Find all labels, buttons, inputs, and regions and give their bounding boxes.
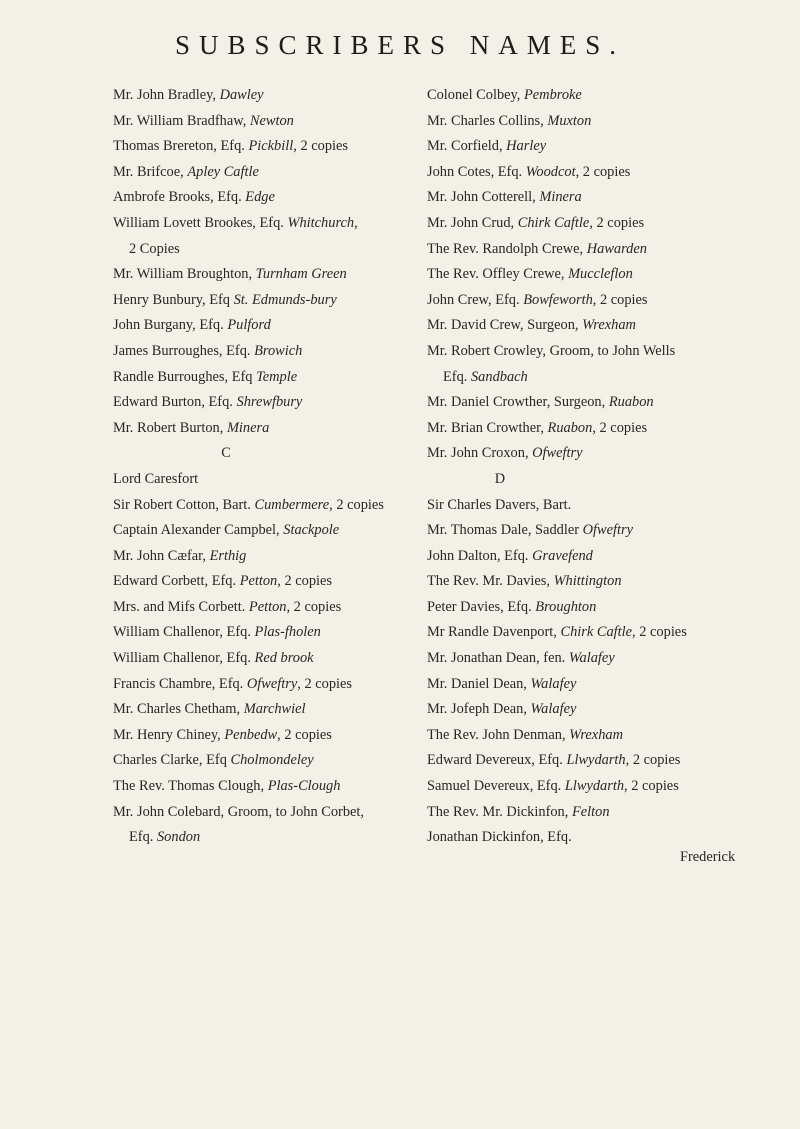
subscriber-place: Pickbill — [248, 138, 294, 155]
subscriber-name: William Lovett Brookes, Efq. — [113, 214, 288, 231]
subscriber-name: Mr. Henry Chiney, — [113, 726, 225, 743]
subscriber-name: Mr. Robert Crowley, Groom, to John Wells — [427, 342, 676, 359]
subscriber-entry — [113, 109, 429, 135]
subscriber-name: Thomas Brereton, Efq. — [113, 138, 249, 155]
subscriber-entry — [113, 467, 429, 493]
subscriber-entry — [427, 390, 772, 416]
subscriber-name: Mr. Jofeph Dean, — [427, 701, 531, 718]
subscriber-suffix: , 2 copies — [575, 163, 631, 180]
subscriber-entry — [427, 83, 772, 109]
subscriber-entry — [427, 109, 772, 135]
subscriber-suffix: , 2 copies — [625, 752, 681, 769]
subscriber-place: Dawley — [219, 87, 264, 103]
left-column — [113, 83, 429, 851]
subscriber-name: John Dalton, Efq. — [427, 547, 533, 564]
subscriber-place: Minera — [226, 419, 270, 436]
subscriber-place: Sondon — [156, 829, 201, 846]
subscriber-name: Efq. — [443, 368, 471, 385]
subscriber-suffix: , 2 copies — [329, 496, 384, 513]
subscriber-entry — [113, 416, 429, 442]
subscriber-entry — [113, 774, 429, 800]
subscriber-entry — [427, 441, 772, 467]
subscriber-name: John Crew, Efq. — [427, 291, 524, 308]
subscriber-place: Edge — [245, 189, 275, 206]
subscriber-place: Wrexham — [569, 726, 623, 743]
subscriber-entry — [113, 723, 429, 749]
subscriber-name: James Burroughes, Efq. — [113, 342, 255, 359]
subscriber-place: Turnham Green — [255, 266, 347, 283]
subscriber-name: Mr. John Cæfar, — [113, 547, 210, 564]
subscriber-entry — [113, 595, 429, 621]
section-letter: D — [494, 470, 506, 487]
subscriber-name: Mr. Charles Chetham, — [113, 701, 244, 718]
subscriber-name: Sir Charles Davers, Bart. — [427, 496, 572, 513]
subscriber-place: Muxton — [547, 112, 592, 129]
subscriber-name: The Rev. Mr. Dickinfon, — [427, 803, 572, 820]
subscriber-entry — [113, 544, 429, 570]
subscriber-name: Lord Caresfort — [113, 470, 199, 487]
subscriber-entry — [113, 339, 429, 365]
subscriber-place: Harley — [506, 138, 547, 155]
subscriber-name: Mr. Brifcoe, — [113, 163, 188, 180]
subscriber-entry — [427, 185, 772, 211]
subscriber-entry — [427, 262, 772, 288]
subscriber-place: Bowfeworth — [523, 291, 593, 308]
subscriber-entry — [113, 825, 429, 851]
subscriber-place: Ofweftry — [582, 522, 633, 539]
subscriber-name: Mr. John Bradley, — [113, 87, 220, 103]
subscriber-name: Efq. — [129, 829, 157, 846]
subscriber-place: St. Edmunds-bury — [233, 291, 337, 308]
subscriber-place: Shrewfbury — [236, 394, 303, 411]
subscriber-name: Edward Corbett, Efq. — [113, 573, 240, 590]
subscriber-place: Cumbermere — [254, 496, 330, 513]
subscriber-entry — [113, 211, 429, 237]
subscriber-entry — [113, 313, 429, 339]
subscriber-entry — [113, 160, 429, 186]
subscriber-name: William Challenor, Efq. — [113, 650, 255, 667]
subscriber-entry — [113, 390, 429, 416]
subscriber-suffix: , 2 copies — [297, 675, 353, 692]
subscriber-name: Mr. Thomas Dale, Saddler — [427, 522, 583, 539]
subscriber-entry — [113, 646, 429, 672]
subscriber-name: Captain Alexander Campbel, — [113, 522, 284, 539]
subscriber-entry — [427, 800, 772, 826]
subscriber-name: Mr. John Cotterell, — [427, 189, 540, 206]
subscriber-name: Mr. Jonathan Dean, fen. — [427, 650, 569, 667]
subscriber-name: The Rev. Thomas Clough, — [113, 778, 268, 795]
subscriber-place: Sandbach — [470, 368, 528, 385]
subscriber-entry — [427, 211, 772, 237]
subscriber-suffix: , 2 copies — [592, 419, 648, 436]
subscriber-name: Mr Randle Davenport, — [427, 624, 561, 641]
subscriber-name: Mr. Daniel Dean, — [427, 675, 531, 692]
subscriber-place: Marchwiel — [243, 701, 306, 718]
subscriber-suffix: , 2 copies — [589, 214, 645, 231]
subscriber-place: Walafey — [530, 701, 577, 718]
subscriber-place: Petton — [239, 573, 278, 590]
subscriber-entry — [427, 697, 772, 723]
subscriber-suffix: , 2 copies — [592, 291, 648, 308]
subscriber-place: Llwydarth — [566, 752, 626, 769]
subscriber-entry — [113, 620, 429, 646]
subscriber-place: Ruabon — [547, 419, 593, 436]
subscriber-place: Wrexham — [582, 317, 636, 334]
subscriber-place: Penbedw — [224, 726, 278, 743]
subscriber-name: Edward Devereux, Efq. — [427, 752, 567, 769]
subscriber-place: Whittington — [553, 573, 622, 590]
subscriber-entry — [427, 569, 772, 595]
subscriber-entry — [427, 365, 772, 391]
subscriber-place: Gravefend — [532, 547, 593, 564]
subscriber-name: Mr. Brian Crowther, — [427, 419, 548, 436]
subscriber-place: Chirk Caftle — [560, 624, 633, 641]
subscriber-name: The Rev. Offley Crewe, — [427, 266, 569, 283]
subscriber-place: Cholmondeley — [230, 752, 314, 769]
subscriber-entry — [427, 723, 772, 749]
subscriber-entry — [113, 288, 429, 314]
subscriber-place: Felton — [571, 803, 610, 820]
subscriber-entry — [427, 595, 772, 621]
subscriber-name: Mr. Daniel Crowther, Surgeon, — [427, 394, 609, 411]
subscriber-entry — [113, 237, 429, 263]
subscriber-entry — [427, 748, 772, 774]
subscriber-place: Newton — [249, 112, 294, 129]
subscriber-place: Whitchurch — [287, 214, 355, 231]
subscriber-place: Plas-Clough — [267, 778, 341, 795]
subscriber-name: Mr. John Colebard, Groom, to John Corbet, — [113, 803, 365, 820]
subscriber-entry — [427, 620, 772, 646]
right-column — [427, 83, 772, 851]
subscriber-place: Ofweftry — [246, 675, 298, 692]
subscriber-name: Edward Burton, Efq. — [113, 394, 237, 411]
subscriber-name: Peter Davies, Efq. — [427, 598, 536, 615]
subscriber-entry — [427, 518, 772, 544]
subscriber-entry — [427, 825, 772, 851]
subscriber-entry — [113, 134, 429, 160]
subscriber-name: William Challenor, Efq. — [113, 624, 255, 641]
subscriber-name: John Burgany, Efq. — [113, 317, 228, 334]
subscriber-suffix: , 2 copies — [632, 624, 687, 641]
subscriber-name: Jonathan Dickinfon, Efq. — [427, 829, 572, 846]
subscriber-place: Hawarden — [586, 240, 647, 257]
subscriber-name: Ambrofe Brooks, Efq. — [113, 189, 246, 206]
subscriber-name: Mr. John Crud, — [427, 214, 518, 231]
subscriber-place: Walafey — [568, 650, 615, 667]
subscriber-name: Mr. John Croxon, — [427, 445, 533, 462]
subscriber-entry — [113, 672, 429, 698]
subscriber-place: Ruabon — [608, 394, 654, 411]
subscriber-entry — [427, 160, 772, 186]
subscriber-name: Mr. Corfield, — [427, 138, 507, 155]
subscriber-name: Colonel Colbey, — [427, 87, 524, 103]
subscriber-place: Stackpole — [283, 522, 340, 539]
subscriber-place: Temple — [256, 368, 298, 385]
subscriber-entry — [113, 262, 429, 288]
subscriber-name: 2 Copies — [129, 240, 180, 257]
subscriber-name: The Rev. John Denman, — [427, 726, 570, 743]
subscriber-name: Randle Burroughes, Efq — [113, 368, 257, 385]
subscriber-entry — [113, 800, 429, 826]
subscriber-place: Walafey — [530, 675, 577, 692]
subscriber-entry — [113, 365, 429, 391]
subscriber-place: Petton — [248, 598, 287, 615]
subscriber-place: Erthig — [209, 547, 247, 564]
section-letter: C — [221, 445, 231, 462]
subscriber-name: Charles Clarke, Efq — [113, 752, 231, 769]
subscriber-entry — [427, 493, 772, 519]
subscriber-entry — [427, 672, 772, 698]
subscriber-entry — [113, 518, 429, 544]
subscriber-name: The Rev. Randolph Crewe, — [427, 240, 587, 257]
subscriber-name: Henry Bunbury, Efq — [113, 291, 234, 308]
subscriber-name: Mrs. and Mifs Corbett. — [113, 598, 249, 615]
subscriber-place: Apley Caftle — [187, 163, 259, 180]
subscriber-place: Broughton — [535, 598, 597, 615]
subscriber-suffix: , — [354, 214, 358, 231]
page-title: SUBSCRIBERS NAMES. — [174, 30, 626, 60]
subscriber-name: The Rev. Mr. Davies, — [427, 573, 554, 590]
subscriber-name: Mr. Charles Collins, — [427, 112, 548, 129]
subscriber-place: Plas-fholen — [254, 624, 321, 641]
subscriber-entry — [427, 544, 772, 570]
subscriber-entry — [427, 646, 772, 672]
subscriber-name: John Cotes, Efq. — [427, 163, 526, 180]
subscriber-suffix: , 2 copies — [286, 598, 342, 615]
subscriber-suffix: , 2 copies — [277, 573, 333, 590]
subscriber-place: Ofweftry — [532, 445, 583, 462]
subscriber-place: Muccleflon — [568, 266, 633, 283]
subscriber-place: Woodcot — [525, 163, 576, 180]
subscriber-suffix: , 2 copies — [293, 138, 349, 155]
subscriber-place: Llwydarth — [564, 778, 625, 795]
subscriber-entry — [427, 339, 772, 365]
subscriber-place: Red brook — [254, 650, 314, 667]
subscriber-entry — [113, 493, 429, 519]
subscriber-name: Francis Chambre, Efq. — [113, 675, 247, 692]
subscriber-name: Mr. Robert Burton, — [113, 419, 227, 436]
subscriber-suffix: , 2 copies — [624, 778, 679, 795]
subscriber-entry — [427, 774, 772, 800]
subscriber-entry — [427, 313, 772, 339]
subscriber-suffix: , 2 copies — [277, 726, 332, 743]
subscriber-name: Samuel Devereux, Efq. — [427, 778, 565, 795]
subscriber-entry — [113, 83, 429, 109]
subscriber-place: Minera — [539, 189, 582, 206]
subscriber-entry — [427, 134, 772, 160]
subscriber-place: Chirk Caftle — [517, 214, 590, 231]
catchword: Frederick — [680, 849, 736, 865]
subscriber-entry — [427, 237, 772, 263]
subscriber-name: Sir Robert Cotton, Bart. — [113, 496, 255, 513]
subscriber-name: Mr. William Broughton, — [113, 266, 256, 283]
subscriber-place: Pulford — [227, 317, 271, 334]
subscriber-name: Mr. David Crew, Surgeon, — [427, 317, 583, 334]
subscriber-entry — [427, 288, 772, 314]
subscriber-entry — [113, 697, 429, 723]
subscriber-entry — [113, 185, 429, 211]
subscriber-entry — [113, 569, 429, 595]
subscriber-name: Mr. William Bradfhaw, — [113, 112, 250, 129]
subscriber-entry — [113, 748, 429, 774]
subscriber-entry — [427, 416, 772, 442]
subscriber-place: Browich — [254, 342, 303, 359]
subscriber-place: Pembroke — [524, 87, 582, 103]
